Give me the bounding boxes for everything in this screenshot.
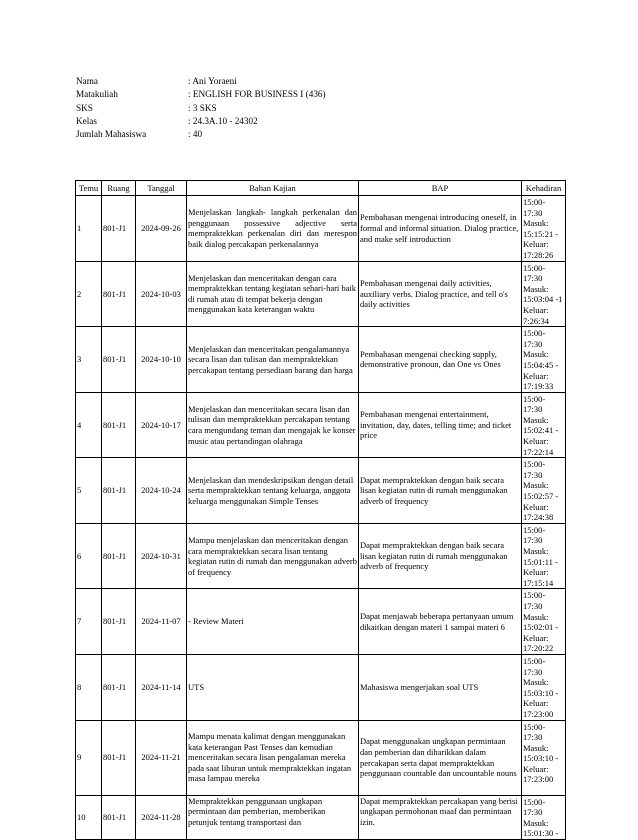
cell-temu: 10 xyxy=(76,795,102,839)
kehadiran-keluar-time: 17:22:14 xyxy=(523,446,554,457)
kehadiran-masuk-time: 15:03:04 -1 xyxy=(523,294,563,305)
header-bap: BAP xyxy=(359,181,522,196)
info-row-kelas xyxy=(76,115,326,128)
kehadiran-masuk-label: Masuk: xyxy=(523,218,549,229)
info-value-matakuliah: : ENGLISH FOR BUSINESS I (436) xyxy=(188,89,326,100)
cell-ruang: 801-J1 xyxy=(102,327,136,393)
kehadiran-keluar-time: 17:24:38 xyxy=(523,512,554,523)
info-label-jumlah: Jumlah Mahasiswa xyxy=(76,129,147,140)
table-row xyxy=(76,795,566,839)
kehadiran-keluar-time: 17:20:22 xyxy=(523,643,554,654)
cell-bap: Dapat mempraktekkan percakapan yang berisi ungkapan permohonan maaf dan permintaan izin. xyxy=(359,795,522,839)
cell-tanggal: 2024-10-17 xyxy=(136,392,187,458)
cell-bap: Dapat mempraktekkan dengan baik secara lisan kegiatan rutin di rumah menggunakan adverb of frequency xyxy=(359,458,522,524)
kehadiran-keluar-time: 17:15:14 xyxy=(523,577,554,588)
kehadiran-jadwal: 15:00-17:30 xyxy=(523,796,546,818)
header-kehadiran: Kehadiran xyxy=(522,181,566,196)
info-value-nama: : Ani Yoraeni xyxy=(188,76,237,86)
info-row-jumlah xyxy=(76,128,326,141)
table-header-row xyxy=(76,181,566,196)
kehadiran-masuk-label: Masuk: xyxy=(523,611,549,622)
kehadiran-keluar-label: Keluar: 7:26:34 xyxy=(523,304,549,326)
cell-ruang: 801-J1 xyxy=(102,196,136,262)
kehadiran-keluar-label: Keluar: xyxy=(523,763,549,774)
cell-tanggal: 2024-10-24 xyxy=(136,458,187,524)
cell-ruang: 801-J1 xyxy=(102,392,136,458)
cell-bahan-kajian: Mempraktekkan penggunaan ungkapan permintaan dan pemberian, memberikan petunjuk tentang transportasi dan xyxy=(187,795,359,839)
kehadiran-keluar-label: Keluar: xyxy=(523,567,549,578)
cell-ruang: 801-J1 xyxy=(102,720,136,795)
cell-bahan-kajian: Menjelaskan dan mendeskripsikan dengan detail serta mempraktekkan tentang keluarga, anggota keluarga menggunakan Simple Tenses xyxy=(187,458,359,524)
cell-bahan-kajian: Menjelaskan langkah- langkah perkenalan dan penggunaan possessive adjective serta mempraktekkan perkenalan diri dan merespon baik dialog percakapan perkenalannya xyxy=(187,196,359,262)
info-label-kelas: Kelas xyxy=(76,115,97,126)
cell-tanggal: 2024-11-21 xyxy=(136,720,187,795)
course-info xyxy=(76,75,326,141)
kehadiran-masuk-label: Masuk: xyxy=(523,677,549,688)
table-row xyxy=(76,327,566,393)
info-label-sks: SKS xyxy=(76,102,93,113)
cell-kehadiran xyxy=(522,261,566,327)
cell-temu: 9 xyxy=(76,720,102,795)
cell-temu: 2 xyxy=(76,261,102,327)
cell-temu: 8 xyxy=(76,654,102,720)
kehadiran-keluar-label: Keluar: xyxy=(523,698,549,709)
cell-bap: Pembahasan mengenai introducing oneself, in formal and informal situation. Dialog practice, and make self introduction xyxy=(359,196,522,262)
info-row-matakuliah xyxy=(76,88,326,101)
cell-ruang: 801-J1 xyxy=(102,261,136,327)
kehadiran-masuk-label: Masuk: xyxy=(523,349,549,360)
cell-kehadiran xyxy=(522,392,566,458)
kehadiran-keluar-label: Keluar: xyxy=(523,370,549,381)
cell-ruang: 801-J1 xyxy=(102,523,136,589)
cell-bahan-kajian: UTS xyxy=(187,654,359,720)
kehadiran-keluar-label: Keluar: xyxy=(523,436,549,447)
kehadiran-masuk-time: 15:02:41 - xyxy=(523,425,559,436)
table-row xyxy=(76,523,566,589)
header-temu: Temu xyxy=(76,181,102,196)
cell-bap: Dapat mempraktekkan dengan baik secara lisan kegiatan rutin di rumah menggunakan adverb of frequency xyxy=(359,523,522,589)
kehadiran-jadwal: 15:00-17:30 xyxy=(523,721,546,743)
info-label-nama: Nama xyxy=(76,76,98,86)
kehadiran-masuk-time: 15:01:30 - xyxy=(523,828,559,839)
table-row xyxy=(76,654,566,720)
cell-tanggal: 2024-10-31 xyxy=(136,523,187,589)
cell-bap: Dapat menjawab beberapa pertanyaan umum dikaitkan dengan materi 1 sampai materi 6 xyxy=(359,589,522,655)
cell-temu: 3 xyxy=(76,327,102,393)
table-row xyxy=(76,458,566,524)
info-row-sks xyxy=(76,102,326,115)
cell-tanggal: 2024-11-28 xyxy=(136,795,187,839)
cell-bahan-kajian: Mampu menjelaskan dan menceritakan dengan cara mempraktekkan secara lisan tentang kegiatan rutin di rumah dan menggunakan adverb of frequency xyxy=(187,523,359,589)
info-value-sks: : 3 SKS xyxy=(188,102,217,113)
table-row xyxy=(76,589,566,655)
cell-bap: Mahasiswa mengerjakan soal UTS xyxy=(359,654,522,720)
cell-bahan-kajian: Menjelaskan dan menceritakan dengan cara mempraktekkan tentang kegiatan sehari-hari baik di rumah atau di tempat bekerja dengan menggunakan kata keterangan waktu xyxy=(187,261,359,327)
kehadiran-jadwal: 15:00-17:30 xyxy=(523,393,546,415)
cell-bahan-kajian: Menjelaskan dan menceritakan pengalamannya secara lisan dan tulisan dan mempraktekkan percakapan tentang persediaan barang dan harga xyxy=(187,327,359,393)
header-tanggal: Tanggal xyxy=(136,181,187,196)
info-value-jumlah: : 40 xyxy=(188,129,203,140)
cell-kehadiran xyxy=(522,327,566,393)
kehadiran-masuk-time: 15:03:10 - xyxy=(523,753,559,764)
cell-temu: 5 xyxy=(76,458,102,524)
header-ruang: Ruang xyxy=(102,181,136,196)
cell-bahan-kajian: Menjelaskan dan menceritakan secara lisan dan tulisan dan mempraktekkan percakapan tentang cara mengundang teman dan mengajak ke konser music atau pertandingan olahraga xyxy=(187,392,359,458)
kehadiran-keluar-time: 17:19:33 xyxy=(523,381,554,392)
cell-bap: Pembahasan mengenai entertainment, invitation, day, dates, telling time; and ticket price xyxy=(359,392,522,458)
cell-kehadiran xyxy=(522,589,566,655)
cell-temu: 1 xyxy=(76,196,102,262)
table-row xyxy=(76,720,566,795)
info-row-nama xyxy=(76,75,326,88)
cell-temu: 4 xyxy=(76,392,102,458)
kehadiran-jadwal: 15:00-17:30 xyxy=(523,459,546,480)
kehadiran-keluar-label: Keluar: xyxy=(523,239,549,250)
cell-bahan-kajian: Mampu menata kalimat dengan menggunakan kata keterangan Past Tenses dan kemudian menceritakan secara lisan pengalaman mereka pada saat liburan untuk mempraktekkan ingatan masa lampau mereka xyxy=(187,720,359,795)
cell-ruang: 801-J1 xyxy=(102,795,136,839)
kehadiran-jadwal: 15:00-17:30 xyxy=(523,655,546,677)
cell-ruang: 801-J1 xyxy=(102,654,136,720)
attendance-table xyxy=(75,180,566,840)
cell-kehadiran xyxy=(522,795,566,839)
table-row xyxy=(76,261,566,327)
cell-kehadiran xyxy=(522,196,566,262)
kehadiran-keluar-label: Keluar: xyxy=(523,501,549,512)
kehadiran-jadwal: 15:00-17:30 xyxy=(523,590,546,611)
info-label-matakuliah: Matakuliah xyxy=(76,89,118,100)
kehadiran-keluar-time: 17:23:00 xyxy=(523,774,554,785)
cell-tanggal: 2024-11-07 xyxy=(136,589,187,655)
cell-kehadiran xyxy=(522,720,566,795)
cell-ruang: 801-J1 xyxy=(102,458,136,524)
table-row xyxy=(76,196,566,262)
kehadiran-keluar-label: Keluar: xyxy=(523,632,549,643)
kehadiran-masuk-label: Masuk: xyxy=(523,817,549,828)
header-bahan-kajian: Bahan Kajian xyxy=(187,181,359,196)
kehadiran-keluar-time: 17:28:26 xyxy=(523,249,554,260)
kehadiran-jadwal: 15:00-17:30 xyxy=(523,197,546,218)
cell-tanggal: 2024-10-03 xyxy=(136,261,187,327)
kehadiran-masuk-time: 15:03:10 - xyxy=(523,687,559,698)
kehadiran-masuk-label: Masuk: xyxy=(523,414,549,425)
kehadiran-jadwal: 15:00-17:30 xyxy=(523,328,546,349)
cell-kehadiran xyxy=(522,523,566,589)
table-row xyxy=(76,392,566,458)
info-value-kelas: : 24.3A.10 - 24302 xyxy=(188,115,258,126)
cell-bap: Pembahasan mengenai checking supply, demonstrative pronoun, dan One vs Ones xyxy=(359,327,522,393)
cell-tanggal: 2024-10-10 xyxy=(136,327,187,393)
cell-bahan-kajian: - Review Materi xyxy=(187,589,359,655)
cell-temu: 7 xyxy=(76,589,102,655)
cell-bap: Dapat menggunakan ungkapan permintaan dan pemberian dan diharikkan dalam percakapan serta dapat mempraktekkan penggunaan countable dan uncountable nouns xyxy=(359,720,522,795)
cell-kehadiran xyxy=(522,458,566,524)
kehadiran-masuk-label: Masuk: xyxy=(523,480,549,491)
cell-temu: 6 xyxy=(76,523,102,589)
kehadiran-masuk-label: Masuk: xyxy=(523,742,549,753)
cell-tanggal: 2024-11-14 xyxy=(136,654,187,720)
kehadiran-masuk-time: 15:02:01 - xyxy=(523,622,559,633)
kehadiran-jadwal: 15:00-17:30 xyxy=(523,262,546,284)
kehadiran-keluar-time: 17:23:00 xyxy=(523,708,554,719)
cell-tanggal: 2024-09-26 xyxy=(136,196,187,262)
cell-ruang: 801-J1 xyxy=(102,589,136,655)
cell-kehadiran xyxy=(522,654,566,720)
kehadiran-masuk-time: 15:15:21 - xyxy=(523,228,559,239)
kehadiran-masuk-label: Masuk: xyxy=(523,283,549,294)
kehadiran-masuk-time: 15:01:11 - xyxy=(523,556,558,567)
cell-bap: Pembahasan mengenai daily activities, auxiliary verbs. Dialog practice, and tell o's daily activities xyxy=(359,261,522,327)
kehadiran-jadwal: 15:00-17:30 xyxy=(523,524,546,546)
kehadiran-masuk-time: 15:04:45 - xyxy=(523,359,559,370)
kehadiran-masuk-time: 15:02:57 - xyxy=(523,491,559,502)
kehadiran-masuk-label: Masuk: xyxy=(523,546,549,556)
